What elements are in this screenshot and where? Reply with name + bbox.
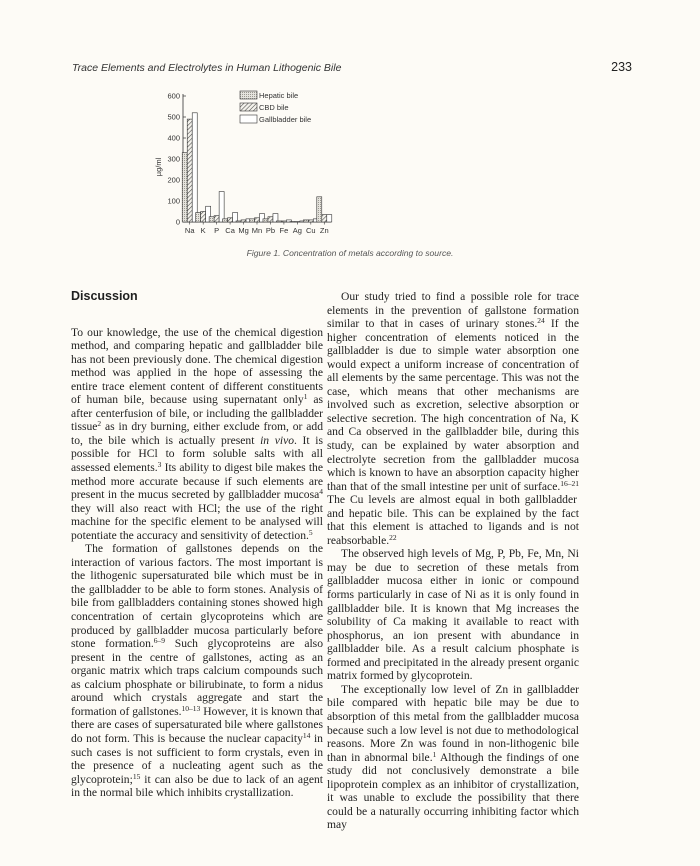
right-column (327, 290, 579, 832)
left-paragraph-1: To our knowledge, the use of the chemical digestion method, and comparing hepatic and gallbladder bile has not been previously done. The chemical digestion method was applied in the hope of assessing the entire trace element content of different constituents of human bile, because using supernatant only$^1$ as after centerfusion of bile, or including the gallbladder tissue$^2$ as in dry burning, either exclude from, or add to, the bile which is actually present in vivo. It is possible for HCl to form soluble salts with all assessed elements.$^3$ Its ability to digest bile makes the method more accurate because if such elements are present in the mucus secreted by gallbladder mucosa$^4$ they will also react with HCl; the use of the right machine for the specific element to be analysed will potentiate the accuracy and sensitivity of detection.$^5$ (71, 325, 323, 542)
bar (201, 212, 206, 223)
page-header (72, 62, 632, 78)
bar (308, 220, 313, 222)
y-tick-label: 600 (167, 91, 180, 101)
bar (192, 113, 197, 222)
bar (241, 220, 246, 222)
x-tick-label: Mg (238, 226, 249, 235)
bar (236, 221, 241, 222)
left-column (71, 290, 323, 800)
x-tick-label: Ca (225, 226, 235, 235)
chart-bars (182, 113, 332, 222)
x-tick-label: Pb (265, 226, 276, 235)
right-paragraph-3: The exceptionally low level of Zn in gallbladder bile compared with hepatic bile may be due to absorption of this metal from the gallbladder mucosa because such a low level is not due to methodological reasons. More Zn was found in non-lithogenic bile than in abnormal bile.$^1$ Although the findings of one study did not conclusively demonstrate a bile lipoprotein complex as an inhibitor of crystallization, it was unable to exclude the possibility that there could be a naturally occurring inhibiting factor which may (327, 682, 580, 832)
legend-label: Gallbladder bile (259, 115, 312, 124)
running-head: Trace Elements and Electrolytes in Human Lithogenic Bile (72, 62, 342, 74)
x-tick-label: K (200, 226, 206, 235)
y-tick-label: 0 (175, 217, 180, 227)
bar (219, 192, 224, 222)
x-tick-label: Mn (251, 226, 263, 235)
x-tick-label: Na (184, 226, 195, 235)
chart-legend (240, 91, 311, 124)
bar (209, 217, 214, 222)
y-tick-label: 200 (167, 175, 180, 185)
bar (276, 221, 281, 222)
y-tick-label: 300 (167, 154, 180, 164)
y-tick-label: 500 (167, 112, 180, 122)
right-paragraph-2: The observed high levels of Mg, P, Pb, Fe, Mn, Ni may be due to secretion of these metals from gallbladder mucosa either in ionic or compound forms particularly in case of Ni as it is only found in gallbladder bile. It is known that Mg increases the solubility of Ca making it available to react with phosphorus, an ion present with abundance in gallbladder bile. As a result calcium phosphate is formed and precipitated in the already present organic matrix formed by glycoprotein. (327, 547, 579, 683)
y-tick-label: 100 (167, 196, 180, 206)
left-paragraph-2: The formation of gallstones depends on the interaction of various factors. The most important is the lithogenic supersaturated bile which must be in the gallbladder to be able to form stones. Analysis of bile from gallbladders containing stones showed high concentration of certain glycoproteins which are produced by gallbladder mucosa particularly before stone formation.$^{6-9}$ Such glycoproteins are also present in the centre of gallstones, acting as an organic matrix which traps calcium compounds such as calcium phosphate or bilirubinate, to form a nidus around which crystals aggregate and start the formation of gallstones.$^{10-13}$ However, it is known that there are cases of supersaturated bile where gallstones do not form. This is because the nuclear capacity$^{14}$ in such cases is not sufficient to form crystals, even in the presence of a nucleating agent such as the glycoprotein;$^{15}$ it can also be due to lack of an agent in the normal bile which inhibits crystallization. (71, 542, 323, 800)
page-number: 233 (611, 60, 632, 74)
bar (228, 218, 233, 222)
left-paragraphs (71, 326, 323, 800)
x-tick-label: Zn (319, 226, 329, 235)
bar (214, 216, 219, 222)
bar (223, 219, 228, 222)
metal-concentration-chart (140, 88, 370, 238)
right-paragraphs (327, 290, 579, 832)
legend-label: CBD bile (259, 103, 289, 112)
section-heading: Discussion (71, 289, 138, 303)
bar (263, 219, 268, 222)
bar (233, 213, 238, 222)
y-tick-label: 400 (167, 133, 180, 143)
bar (322, 215, 327, 222)
bar (281, 221, 286, 222)
bar (303, 220, 308, 222)
x-tick-label: Ag (292, 226, 302, 235)
x-tick-label: Cu (306, 226, 316, 235)
bar (196, 213, 201, 222)
legend-swatch (240, 115, 257, 123)
chart-axes (154, 92, 331, 236)
bar (327, 215, 332, 222)
bar (268, 217, 273, 222)
y-axis-label: µg/ml (154, 157, 163, 177)
x-tick-label: Fe (279, 226, 289, 235)
figure-caption: Figure 1. Concentration of metals according to source. (246, 248, 454, 258)
legend-swatch (240, 103, 257, 111)
right-paragraph-1: Our study tried to find a possible role for trace elements in the prevention of gallstone formation similar to that in cases of urinary stones.$^{24}$ If the higher concentration of elements noticed in the gallbladder is due to simple water absorption one would expect a uniform increase of concentration of all elements by the same percentage. This was not the case, which means that other mechanisms are involved such as excretion, selective absorption or selective secretion. The high concentration of Na, K and Ca observed in the gallbladder bile, during this study, can be explained by water absorption and electrolyte secretion from the gallbladder mucosa which is known to have an absorption capacity higher than that of the small intestine per unit of surface.$^{16-21}$ The Cu levels are almost equal in both gallbladder and hepatic bile. This can be explained by the fact that this element is attached to ligands and is not reabsorbable.$^{22}$ (327, 290, 579, 547)
bar (187, 119, 192, 222)
x-tick-label: P (214, 226, 220, 235)
bar (255, 218, 260, 222)
bar (317, 197, 322, 222)
legend-label: Hepatic bile (259, 91, 299, 100)
legend-swatch (240, 91, 257, 99)
bar (250, 219, 255, 222)
bar (182, 153, 187, 222)
